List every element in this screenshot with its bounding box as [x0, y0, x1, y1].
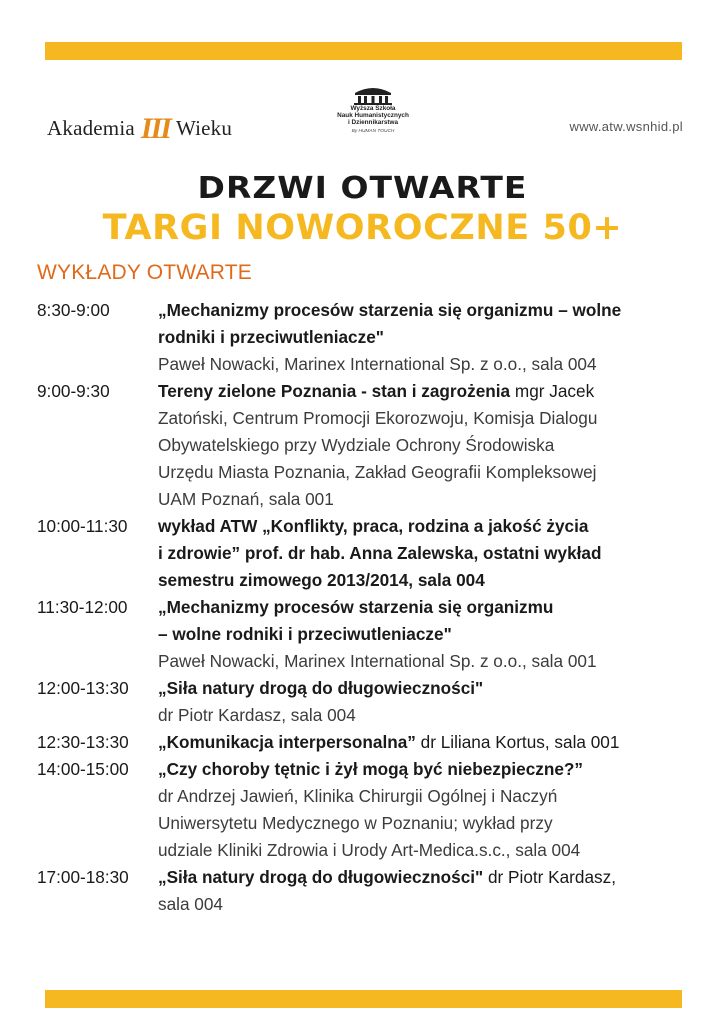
- school-name-line: Wyższa Szkoła: [350, 105, 396, 112]
- entry-title: „Siła natury drogą do długowieczności": [158, 678, 484, 698]
- entry-time: 12:30-13:30: [37, 732, 129, 752]
- school-logo: [323, 85, 423, 134]
- building-columns-icon: [351, 85, 395, 105]
- schedule-entry: [37, 513, 697, 594]
- entry-time: 17:00-18:30: [37, 867, 129, 887]
- entry-time: 10:00-11:30: [37, 516, 128, 536]
- entry-details: UAM Poznań, sala 001: [158, 489, 334, 509]
- entry-details: Paweł Nowacki, Marinex International Sp. z o.o., sala 001: [158, 651, 597, 671]
- entry-time: 9:00-9:30: [37, 381, 110, 401]
- website-url[interactable]: www.atw.wsnhid.pl: [569, 119, 683, 134]
- schedule-entry: [37, 378, 697, 513]
- entry-details: Zatoński, Centrum Promocji Ekorozwoju, Komisja Dialogu: [158, 408, 598, 428]
- entry-title: rodniki i przeciwutleniacze": [158, 327, 384, 347]
- entry-details: dr Piotr Kardasz,: [483, 867, 616, 887]
- entry-details: sala 004: [158, 894, 223, 914]
- page-title: DRZWI OTWARTE: [197, 169, 528, 206]
- school-tagline: By HUMAN TOUCH: [351, 128, 395, 134]
- roman-numeral: III: [140, 112, 170, 145]
- page-subtitle: TARGI NOWOROCZNE 50+: [102, 208, 623, 248]
- logo-row: [45, 85, 685, 155]
- top-accent-bar: [45, 42, 682, 60]
- entry-details: dr Piotr Kardasz, sala 004: [158, 705, 356, 725]
- bottom-accent-bar: [45, 990, 682, 1008]
- entry-details: Paweł Nowacki, Marinex International Sp. z o.o., sala 004: [158, 354, 597, 374]
- entry-title: i zdrowie” prof. dr hab. Anna Zalewska, ostatni wykład: [158, 543, 602, 563]
- entry-details: udziale Kliniki Zdrowia i Urody Art-Medica.s.c., sala 004: [158, 840, 581, 860]
- entry-details: Obywatelskiego przy Wydziale Ochrony Środowiska: [158, 435, 555, 455]
- entry-details: Urzędu Miasta Poznania, Zakład Geografii Kompleksowej: [158, 462, 597, 482]
- entry-time: 12:00-13:30: [37, 678, 129, 698]
- section-heading: WYKŁADY OTWARTE: [37, 261, 252, 284]
- entry-time: 11:30-12:00: [37, 597, 128, 617]
- entry-title: „Komunikacja interpersonalna”: [158, 732, 416, 752]
- entry-title: „Siła natury drogą do długowieczności": [158, 867, 484, 887]
- entry-details: mgr Jacek: [510, 381, 595, 401]
- entry-title: – wolne rodniki i przeciwutleniacze": [158, 624, 452, 644]
- akademia-logo: Akademia III Wieku: [47, 112, 233, 145]
- schedule-entry: [37, 864, 697, 918]
- entry-title: wykład ATW „Konflikty, praca, rodzina a jakość życia: [158, 516, 589, 536]
- schedule-entry: [37, 756, 697, 864]
- school-name-line: Nauk Humanistycznych: [337, 112, 409, 120]
- entry-title: „Mechanizmy procesów starzenia się organizmu: [158, 597, 554, 617]
- entry-title: semestru zimowego 2013/2014, sala 004: [158, 570, 485, 590]
- entry-title: „Czy choroby tętnic i żył mogą być niebezpieczne?”: [158, 759, 584, 779]
- entry-time: 14:00-15:00: [37, 759, 129, 779]
- entry-title: „Mechanizmy procesów starzenia się organizmu – wolne: [158, 300, 622, 320]
- schedule-entry: [37, 675, 697, 729]
- schedule-entry: [37, 297, 697, 378]
- entry-time: 8:30-9:00: [37, 300, 110, 320]
- schedule-entry: [37, 594, 697, 675]
- schedule-entry: [37, 729, 697, 756]
- lecture-schedule: [37, 297, 697, 918]
- entry-details: dr Andrzej Jawień, Klinika Chirurgii Ogólnej i Naczyń: [158, 786, 558, 806]
- entry-details: Uniwersytetu Medycznego w Poznaniu; wykład przy: [158, 813, 553, 833]
- school-name-line: i Dziennikarstwa: [347, 119, 399, 127]
- entry-title: Tereny zielone Poznania - stan i zagrożenia: [158, 381, 511, 401]
- entry-details: dr Liliana Kortus, sala 001: [415, 732, 620, 752]
